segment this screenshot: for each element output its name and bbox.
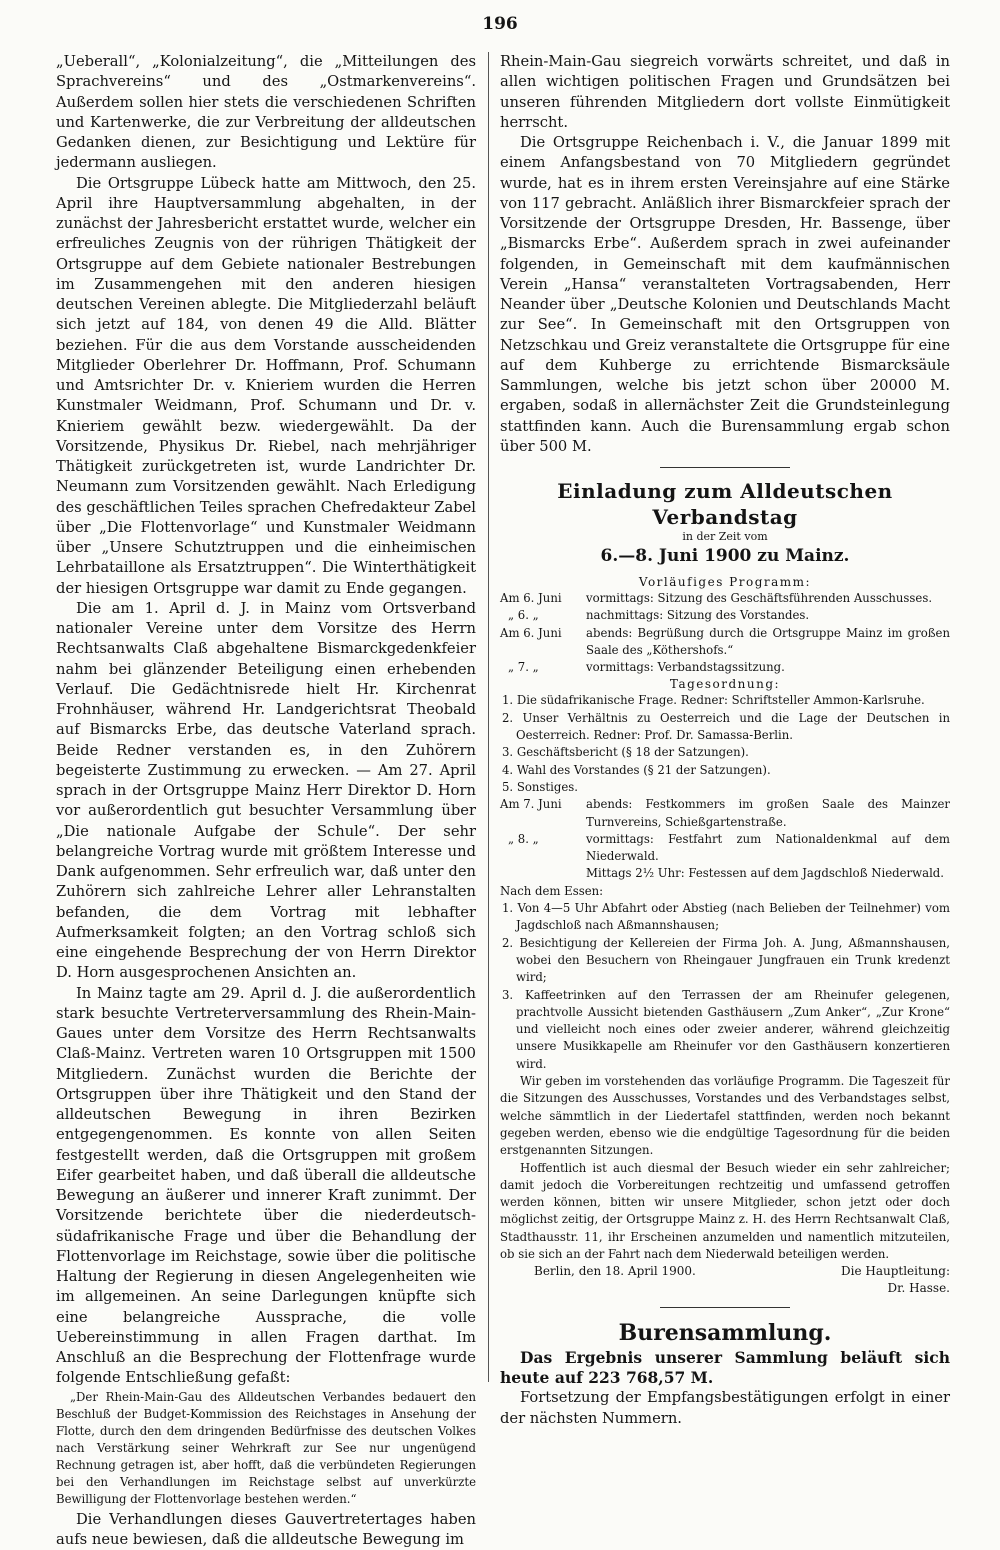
agenda-item: 2. Unser Verhältnis zu Oesterreich und die Lage der Deutschen in Oesterreich. Redner: Prof. Dr. Samassa-Berlin. (500, 710, 950, 745)
announcement (500, 478, 950, 1297)
program-heading: Vorläufiges Programm: (500, 574, 950, 590)
after-meal-item: 1. Von 4—5 Uhr Abfahrt oder Abstieg (nach Belieben der Teilnehmer) vom Jagdschloß nach Aßmannshausen; (500, 900, 950, 935)
program-text: abends: Begrüßung durch die Ortsgruppe Mainz im großen Saale des „Köthershofs.“ (586, 625, 950, 660)
program-day: „ 7. „ (500, 659, 586, 676)
agenda-item: 3. Geschäftsbericht (§ 18 der Satzungen). (500, 744, 950, 761)
program-text: vormittags: Verbandstagssitzung. (586, 659, 950, 676)
program-text: Mittags 2½ Uhr: Festessen auf dem Jagdschloß Niederwald. (586, 865, 950, 882)
signature-org: Die Hauptleitung: (841, 1263, 950, 1280)
program-text: vormittags: Sitzung des Geschäftsführenden Ausschusses. (586, 590, 950, 607)
program-row (500, 625, 950, 660)
program-row (500, 796, 950, 831)
section-divider (660, 1307, 790, 1308)
signature-line (500, 1263, 950, 1280)
program-day: Am 7. Juni (500, 796, 586, 831)
resolution-quote: „Der Rhein-Main-Gau des Alldeutschen Verbandes bedauert den Beschluß der Budget-Kommission des Reichstages in Ansehung der Flotte, durch den dem dringenden Bedürfnisse des deutschen Volkes nach Verstärkung seiner Wehrkraft zur See nur ungenügend Rechnung getragen ist, aber hofft, daß die verbündeten Regierungen bei den Verhandlungen im Reichstage selbst auf unverkürzte Bewilligung der Flottenvorlage bestehen werden.“ (56, 1389, 476, 1508)
program-day: „ 8. „ (500, 831, 586, 866)
agenda-item: 4. Wahl des Vorstandes (§ 21 der Satzungen). (500, 762, 950, 779)
program-row (500, 865, 950, 882)
agenda-item: 5. Sonstiges. (500, 779, 950, 796)
program-text: nachmittags: Sitzung des Vorstandes. (586, 607, 950, 624)
program-day: Am 6. Juni (500, 590, 586, 607)
program-text: abends: Festkommers im großen Saale des Mainzer Turnvereins, Schießgartenstraße. (586, 796, 950, 831)
announcement-title: Einladung zum Alldeutschen Verbandstag (500, 478, 950, 530)
program-day (500, 865, 586, 882)
announcement-subtitle: in der Zeit vom (500, 530, 950, 544)
page-number: 196 (0, 14, 1000, 34)
announcement-date: 6.—8. Juni 1900 zu Mainz. (500, 544, 950, 568)
buren-section (500, 1318, 950, 1429)
program-row (500, 659, 950, 676)
after-meal-item: 3. Kaffeetrinken auf den Terrassen der am Rheinufer gelegenen, prachtvolle Aussicht bietenden Gasthäusern „Zum Anker“, „Zur Krone“ und vielleicht noch eines oder zweier anderer, während gleichzeitig unsere Musikkapelle am Rheinufer vor den Gasthäusern konzertieren wird. (500, 987, 950, 1073)
program-row (500, 831, 950, 866)
announcement-note: Hoffentlich ist auch diesmal der Besuch wieder ein sehr zahlreicher; damit jedoch die Vorbereitungen rechtzeitig und umfassend getroffen werden können, bitten wir unsere Mitglieder, schon jetzt oder doch möglichst zeitig, der Ortsgruppe Mainz z. H. des Herrn Rechtsanwalt Claß, Stadthausstr. 11, ihr Erscheinen anzumelden und namentlich mitzuteilen, ob sie sich an der Fahrt nach dem Niederwald beteiligen werden. (500, 1160, 950, 1264)
buren-lead: Das Ergebnis unserer Sammlung beläuft sich heute auf 223 768,57 M. (500, 1348, 950, 1388)
paragraph-luebeck: Die Ortsgruppe Lübeck hatte am Mittwoch, den 25. April ihre Hauptversammlung abgehalten, in der zunächst der Jahresbericht erstattet wurde, welcher ein erfreuliches Zeugnis von der rührigen Thätigkeit der Ortsgruppe auf dem Gebiete nationaler Bestrebungen im Zusammengehen mit den anderen hiesigen deutschen Vereinen ablegte. Die Mitgliederzahl beläuft sich jetzt auf 184, von denen 49 die Alld. Blätter beziehen. Für die aus dem Vorstande ausscheidenden Mitglieder Oberlehrer Dr. Hoffmann, Prof. Schumann und Amtsrichter Dr. v. Knieriem wurden die Herren Kunstmaler Weidmann, Prof. Schumann und Dr. v. Knieriem gewählt bezw. wiedergewählt. Da der Vorsitzende, Physikus Dr. Riebel, nach mehrjähriger Thätigkeit zurückgetreten ist, wurde Landrichter Dr. Neumann zum Vorsitzenden gewählt. Nach Erledigung des geschäftlichen Teiles sprachen Chefredakteur Zabel über „Die Flottenvorlage“ und Kunstmaler Weidmann über „Unsere Schutztruppen und die einheimischen Lehrbataillone als Ersatztruppen“. Die Winterthätigkeit der hiesigen Ortsgruppe war damit zu Ende gegangen. (56, 174, 476, 599)
column-divider (488, 52, 489, 1382)
program-row (500, 590, 950, 607)
paragraph-mainz-bismarck: Die am 1. April d. J. in Mainz vom Ortsverband nationaler Vereine unter dem Vorsitze des Herrn Rechtsanwalts Claß abgehaltene Bismarckgedenkfeier nahm bei glänzender Beteiligung einen erhebenden Verlauf. Die Gedächtnisrede hielt Hr. Kirchenrat Frohnhäuser, während Hr. Landgerichtsrat Theobald auf Bismarcks Erbe, das deutsche Vaterland sprach. Beide Redner verstanden es, in den Zuhörern begeisterte Zustimmung zu erwecken. — Am 27. April sprach in der Ortsgruppe Mainz Herr Direktor D. Horn vor außerordentlich gut besuchter Versammlung über „Die nationale Aufgabe der Schule“. Der sehr belangreiche Vortrag wurde mit größtem Interesse und Dank aufgenommen. Sehr erfreulich war, daß unter den Zuhörern sich zahlreiche Lehrer aller Lehranstalten befanden, die dem Vortrag mit lebhafter Aufmerksamkeit folgten; an den Vortrag schloß sich eine eingehende Besprechung der von Herrn Direktor D. Horn ausgesprochenen Ansichten an. (56, 599, 476, 984)
paragraph: „Ueberall“, „Kolonialzeitung“, die „Mitteilungen des Sprachvereins“ und des „Ostmarkenvereins“. Außerdem sollen hier stets die verschiedenen Schriften und Kartenwerke, die zur Verbreitung der alldeutschen Gedanken dienen, zur Besichtigung und Lektüre für jedermann ausliegen. (56, 52, 476, 174)
paragraph-reichenbach: Die Ortsgruppe Reichenbach i. V., die Januar 1899 mit einem Anfangsbestand von 70 Mitgliedern gegründet wurde, hat es in ihrem ersten Vereinsjahre auf eine Stärke von 117 gebracht. Anläßlich ihrer Bismarckfeier sprach der Vorsitzende der Ortsgruppe Dresden, Hr. Bassenge, über „Bismarcks Erbe“. Außerdem sprach in zwei aufeinander folgenden, in Gemeinschaft mit dem kaufmännischen Verein „Hansa“ veranstalteten Vortragsabenden, Herr Neander über „Deutsche Kolonien und Deutschlands Macht zur See“. In Gemeinschaft mit den Ortsgruppen von Netzschkau und Greiz veranstaltete die Ortsgruppe für eine auf dem Kuhberge zu errichtende Bismarcksäule Sammlungen, welche bis jetzt schon über 20000 M. ergaben, sodaß in allernächster Zeit die Grundsteinlegung stattfinden kann. Auch die Burensammlung ergab schon über 500 M. (500, 133, 950, 457)
buren-title: Burensammlung. (500, 1318, 950, 1348)
program-text: vormittags: Festfahrt zum Nationaldenkmal auf dem Niederwald. (586, 831, 950, 866)
paragraph-continued: Rhein-Main-Gau siegreich vorwärts schreitet, und daß in allen wichtigen politischen Fragen und Grundsätzen bei unseren führenden Mitgliedern dort vollste Einmütigkeit herrscht. (500, 52, 950, 133)
after-meal-item: 2. Besichtigung der Kellereien der Firma Joh. A. Jung, Aßmannshausen, wobei den Besuchern von Rheingauer Jungfrauen ein Trunk kredenzt wird; (500, 935, 950, 987)
program-day: „ 6. „ (500, 607, 586, 624)
announcement-note: Wir geben im vorstehenden das vorläufige Programm. Die Tageszeit für die Sitzungen des Ausschusses, Vorstandes und des Verbandstages selbst, welche sämmtlich in der Liedertafel stattfinden, werden noch bekannt gegeben werden, ebenso wie die endgültige Tagesordnung für die beiden erstgenannten Sitzungen. (500, 1073, 950, 1159)
place-date: Berlin, den 18. April 1900. (500, 1263, 696, 1280)
section-divider (660, 467, 790, 468)
after-meal-heading: Nach dem Essen: (500, 883, 950, 900)
paragraph-rhein-main-gau: In Mainz tagte am 29. April d. J. die außerordentlich stark besuchte Vertreterversammlung des Rhein-Main-Gaues unter dem Vorsitze des Herrn Rechtsanwalts Claß-Mainz. Vertreten waren 10 Ortsgruppen mit 1500 Mitgliedern. Zunächst wurden die Berichte der Ortsgruppen über ihre Thätigkeit und den Stand der alldeutschen Bewegung in ihren Bezirken entgegengenommen. Es konnte von allen Seiten festgestellt werden, daß die Ortsgruppen mit großem Eifer gearbeitet haben, und daß überall die alldeutsche Bewegung an äußerer und innerer Kraft zunimmt. Der Vorsitzende berichtete über die niederdeutsch-südafrikanische Frage und über die Behandlung der Flottenvorlage im Reichstage, sowie über die politische Haltung der Regierung in diesen Angelegenheiten wie im allgemeinen. An seine Darlegungen knüpfte sich eine belangreiche Aussprache, die volle Uebereinstimmung in allen Fragen darthat. Im Anschluß an die Besprechung der Flottenfrage wurde folgende Entschließung gefaßt: (56, 984, 476, 1389)
program-list (500, 590, 950, 1263)
program-row (500, 607, 950, 624)
program-day: Am 6. Juni (500, 625, 586, 660)
left-column (56, 52, 476, 1402)
right-column (500, 52, 950, 1382)
paragraph-closing: Die Verhandlungen dieses Gauvertretertages haben aufs neue bewiesen, daß die alldeutsche Bewegung im (56, 1510, 476, 1550)
signature-name: Dr. Hasse. (500, 1280, 950, 1297)
buren-text: Fortsetzung der Empfangsbestätigungen erfolgt in einer der nächsten Nummern. (500, 1388, 950, 1429)
agenda-item: 1. Die südafrikanische Frage. Redner: Schriftsteller Ammon-Karlsruhe. (500, 692, 950, 709)
agenda-heading: Tagesordnung: (500, 676, 950, 692)
